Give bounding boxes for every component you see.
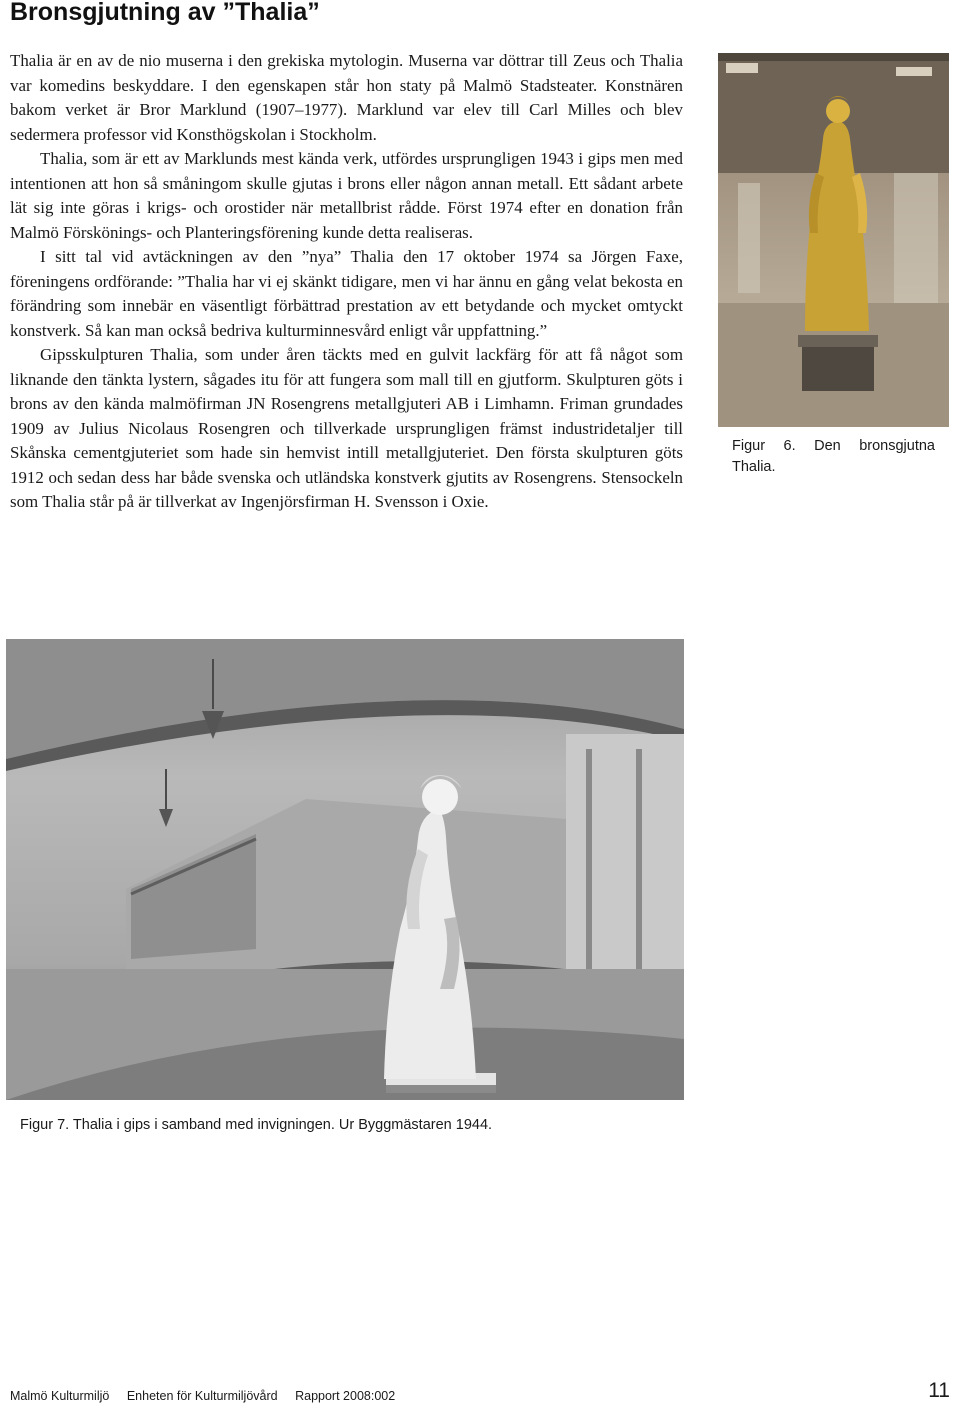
paragraph-3: I sitt tal vid avtäckningen av den ”nya” Thalia den 17 oktober 1974 sa Jörgen Faxe, föreningens ordförande: ”Thalia har vi ej skänkt tidigare, men vi har ännu en gång velat bekosta en förändring som innebär en väsentligt förbättrad prestation av ett betydande och mycket omtyckt konstverk. Så kan man också bedriva kulturminnesvård enligt vår uppfattning.” bbox=[10, 247, 683, 340]
figure-6-caption: Figur 6. Den bronsgjutna Thalia. bbox=[732, 438, 935, 475]
footer-org: Malmö Kulturmiljö bbox=[10, 1389, 110, 1403]
bronze-thalia-photo bbox=[718, 53, 949, 427]
article-body bbox=[10, 49, 683, 515]
paragraph-2: Thalia, som är ett av Marklunds mest kända verk, utfördes ursprungligen 1943 i gips men med intentionen att hon så småningom skulle gjutas i brons eller någon annan metall. Ett sådant arbete lät sig inte göras i krigs- och orostider när metallbrist rådde. Först 1974 efter en donation från Malmö Förskönings- och Planteringsförening kunde detta realiseras. bbox=[10, 149, 683, 242]
page-title: Bronsgjutning av ”Thalia” bbox=[10, 0, 320, 26]
footer-report: Rapport 2008:002 bbox=[295, 1389, 396, 1403]
page-footer bbox=[10, 1379, 950, 1409]
page-number: 11 bbox=[928, 1379, 950, 1402]
footer-unit: Enheten för Kulturmiljövård bbox=[126, 1389, 278, 1403]
paragraph-4: Gipsskulpturen Thalia, som under åren täckts med en gulvit lackfärg för att få något som liknande den tänkta lystern, sågades itu för att fungera som mall till en gjutform. Skulpturen göts i brons av den kända malmöfirman JN Rosengrens metallgjuteri AB i Limhamn. Friman grundades 1909 av Julius Nicolaus Rosengren och tillverkade ursprungligen främst industridetaljer till Skånska cementgjuteriet som hade sin hemvist intill metallgjuteriet. Den första skulpturen göts 1912 och sedan dess har både svenska och utländska konstverk gjutits av Rosengrens. Stensockeln som Thalia står på är tillverkat av Ingenjörsfirman H. Svensson i Oxie. bbox=[10, 345, 683, 511]
paragraph-1: Thalia är en av de nio muserna i den grekiska mytologin. Muserna var döttrar till Zeus och Thalia var komedins beskyddare. I den egenskapen står hon staty på Malmö Stadsteater. Konstnären bakom verket är Bror Marklund (1907–1977). Marklund var elev till Carl Milles och blev sedermera professor vid Konsthögskolan i Stockholm. bbox=[10, 51, 683, 144]
figure-7-caption: Figur 7. Thalia i gips i samband med invigningen. Ur Byggmästaren 1944. bbox=[20, 1117, 493, 1133]
plaster-thalia-photo bbox=[6, 639, 684, 1100]
